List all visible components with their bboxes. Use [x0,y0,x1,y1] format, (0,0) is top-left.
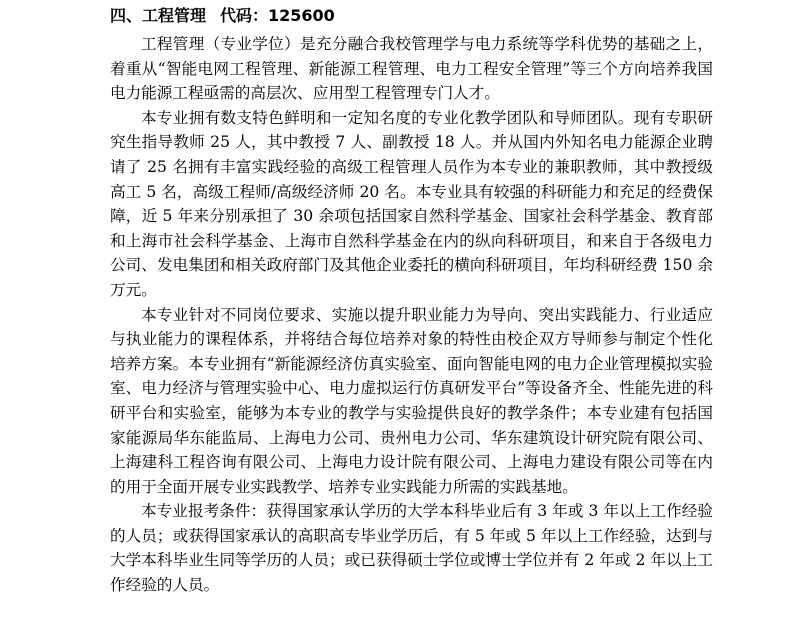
section-heading [110,6,335,26]
paragraph-curriculum: 本专业针对不同岗位要求、实施以提升职业能力为导向、突出实践能力、行业适应与执业能力的课程体系，并将结合每位培养对象的特性由校企双方导师参与制定个性化培养方案。本专业拥有“新能源经济仿真实验室、面向智能电网的电力企业管理模拟实验室、电力经济与管理实验中心、电力虚拟运行仿真研发平台”等设备齐全、性能先进的科研平台和实验室，能够为本专业的教学与实验提供良好的教学条件；本专业建有包括国家能源局华东能监局、上海电力公司、贵州电力公司、华东建筑设计研究院有限公司、上海建科工程咨询有限公司、上海电力设计院有限公司、上海电力建设有限公司等在内的用于全面开展专业实践教学、培养专业实践能力所需的实践基地。 [110,305,713,496]
paragraph-intro: 工程管理（专业学位）是充分融合我校管理学与电力系统等学科优势的基础之上，着重从“智能电网工程管理、新能源工程管理、电力工程安全管理”等三个方向培养我国电力能源工程亟需的高层次、应用型工程管理专门人才。 [110,35,713,103]
program-code: 代码：125600 [220,6,335,25]
paragraph-faculty: 本专业拥有数支特色鲜明和一定知名度的专业化教学团队和导师团队。现有专职研究生指导教师 25 人，其中教授 7 人、副教授 18 人。并从国内外知名电力能源企业聘请了 25 名拥有丰富实践经验的高级工程管理人员作为本专业的兼职教师，其中教授级高工 5 名，高级工程师/高级经济师 20 名。本专业具有较强的科研能力和充足的经费保障，近 5 年来分别承担了 30 余项包括国家自然科学基金、国家社会科学基金、教育部和上海市社会科学基金、上海市自然科学基金在内的纵向科研项目，和来自于各级电力公司、发电集团和相关政府部门及其他企业委托的横向科研项目，年均科研经费 150 余万元。 [110,108,713,299]
section-body [110,32,713,598]
paragraph-admission: 本专业报考条件：获得国家承认学历的大学本科毕业后有 3 年或 3 年以上工作经验的人员；或获得国家承认的高职高专毕业学历后，有 5 年或 5 年以上工作经验，达到与大学本科毕业生同等学历的人员；或已获得硕士学位或博士学位并有 2 年或 2 年以上工作经验的人员。 [110,502,713,595]
section-title: 四、工程管理 [110,6,207,25]
